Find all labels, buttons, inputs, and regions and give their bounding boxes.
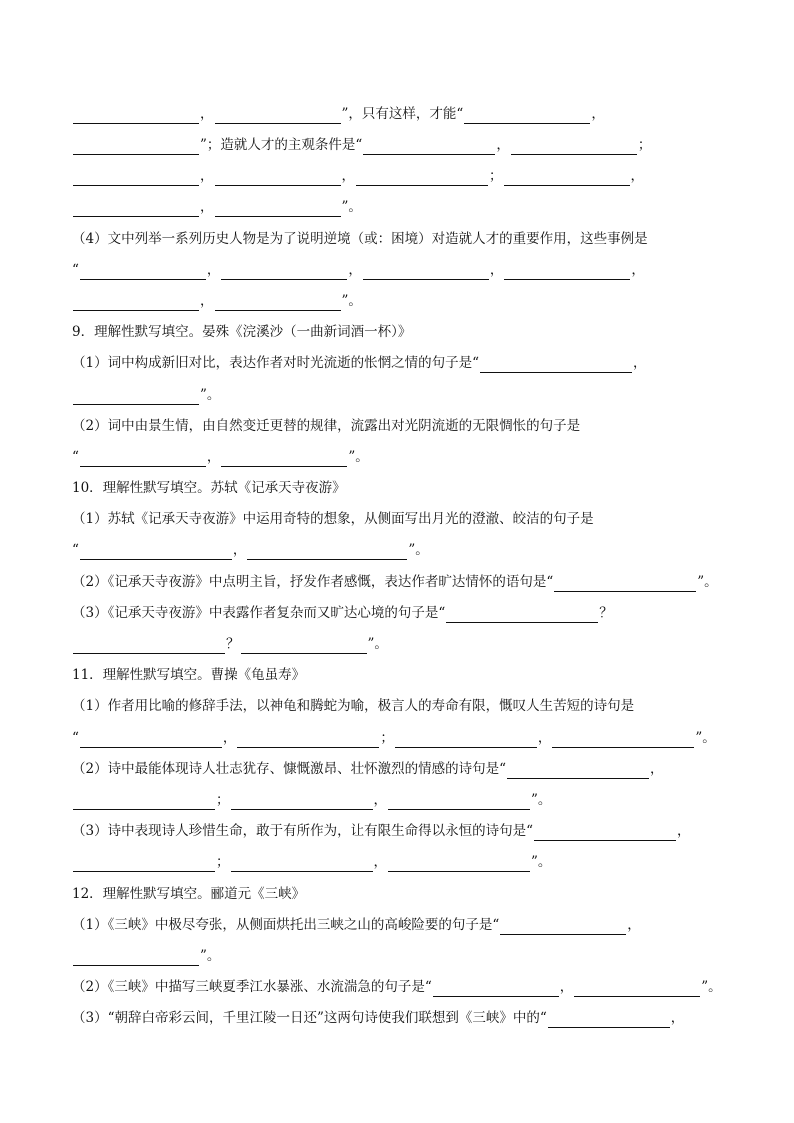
answer-blank[interactable] — [73, 139, 199, 155]
answer-blank[interactable] — [73, 856, 215, 872]
answer-blank[interactable] — [73, 794, 215, 810]
answer-blank[interactable] — [215, 295, 341, 311]
answer-blank[interactable] — [247, 544, 407, 560]
answer-blank[interactable] — [73, 638, 225, 654]
answer-blank[interactable] — [388, 856, 530, 872]
answer-blank[interactable] — [215, 201, 341, 217]
q12-part1: （1）《三峡》中极尽夸张，从侧面烘托出三峡之山的高峻险要的句子是“ ， — [72, 917, 641, 933]
q11-part2: （2）诗中最能体现诗人壮志犹存、慷慨激昂、壮怀激烈的情感的诗句是“ ， — [72, 761, 664, 777]
q12-title: 12．理解性默写填空。郦道元《三峡》 — [72, 886, 306, 902]
answer-blank[interactable] — [574, 981, 700, 997]
answer-blank[interactable] — [73, 389, 199, 405]
q12-part1-line-2: ”。 — [72, 946, 734, 966]
q8-part4-line-2: ， ”。 — [72, 291, 734, 311]
answer-blank[interactable] — [80, 451, 206, 467]
q11-part3: （3）诗中表现诗人珍惜生命，敢于有所作为，让有限生命得以永恒的诗句是“ ， — [72, 823, 691, 839]
answer-blank[interactable] — [446, 607, 598, 623]
answer-blank[interactable] — [73, 201, 199, 217]
answer-blank[interactable] — [433, 981, 559, 997]
answer-blank[interactable] — [241, 638, 367, 654]
answer-blank[interactable] — [73, 108, 199, 124]
answer-blank[interactable] — [215, 170, 341, 186]
q10-part1-line-2: “ ， ”。 — [72, 542, 429, 558]
q11-part3-line-2: ； ， ”。 — [72, 852, 734, 872]
answer-blank[interactable] — [221, 264, 347, 280]
answer-blank[interactable] — [73, 295, 199, 311]
answer-blank[interactable] — [552, 732, 694, 748]
q8-part4-line-1: “ ， ， ， ， — [72, 262, 645, 278]
answer-blank[interactable] — [507, 763, 649, 779]
answer-blank[interactable] — [231, 856, 373, 872]
answer-blank[interactable] — [237, 732, 379, 748]
q10-part3: （3）《记承天寺夜游》中表露作者复杂而又旷达心境的句子是“ ？ — [72, 605, 613, 621]
q9-part1: （1）词中构成新旧对比，表达作者对时光流逝的怅惘之情的句子是“ ， — [72, 355, 647, 371]
answer-blank[interactable] — [221, 451, 347, 467]
answer-blank[interactable] — [73, 170, 199, 186]
q8-line-1: ， ”，只有这样，才能“ ， — [72, 104, 734, 124]
q11-part1: （1）作者用比喻的修辞手法，以神龟和腾蛇为喻，极言人的寿命有限，慨叹人生苦短的诗句是 — [72, 698, 635, 714]
answer-blank[interactable] — [504, 170, 630, 186]
answer-blank[interactable] — [534, 825, 676, 841]
answer-blank[interactable] — [231, 794, 373, 810]
answer-blank[interactable] — [388, 794, 530, 810]
answer-blank[interactable] — [480, 357, 632, 373]
answer-blank[interactable] — [356, 170, 488, 186]
q8-part4-intro: （4）文中列举一系列历史人物是为了说明逆境（或：困境）对造就人才的重要作用，这些事例是 — [72, 231, 648, 247]
q9-part2: （2）词中由景生情，由自然变迁更替的规律，流露出对光阴流逝的无限惆怅的句子是 — [72, 418, 581, 434]
answer-blank[interactable] — [80, 264, 206, 280]
q12-part3: （3）“朝辞白帝彩云间，千里江陵一日还”这两句诗使我们联想到《三峡》中的“ ， — [72, 1010, 685, 1026]
answer-blank[interactable] — [554, 576, 696, 592]
q10-part3-line-2: ？ ”。 — [72, 634, 734, 654]
q10-part2: （2）《记承天寺夜游》中点明主旨，抒发作者感慨，表达作者旷达情怀的语句是“ ”。 — [72, 574, 718, 590]
q11-part2-line-2: ； ， ”。 — [72, 790, 734, 810]
answer-blank[interactable] — [500, 919, 626, 935]
q11-part1-line-2: “ ， ； ， ”。 — [72, 730, 716, 746]
q8-line-2: ”；造就人才的主观条件是“ ， ； — [72, 135, 734, 155]
answer-blank[interactable] — [73, 950, 199, 966]
answer-blank[interactable] — [363, 264, 489, 280]
q12-part2: （2）《三峡》中描写三峡夏季江水暴涨、水流湍急的句子是“ ， ”。 — [72, 979, 722, 995]
answer-blank[interactable] — [395, 732, 537, 748]
q10-part1: （1）苏轼《记承天寺夜游》中运用奇特的想象，从侧面写出月光的澄澈、皎洁的句子是 — [72, 511, 594, 527]
q8-line-4: ， ”。 — [72, 197, 734, 217]
answer-blank[interactable] — [363, 139, 495, 155]
answer-blank[interactable] — [215, 108, 341, 124]
answer-blank[interactable] — [80, 732, 222, 748]
q11-title: 11．理解性默写填空。曹操《龟虽寿》 — [72, 667, 306, 683]
answer-blank[interactable] — [464, 108, 590, 124]
answer-blank[interactable] — [511, 139, 637, 155]
answer-blank[interactable] — [80, 544, 232, 560]
answer-blank[interactable] — [548, 1012, 670, 1028]
q10-title: 10．理解性默写填空。苏轼《记承天寺夜游》 — [72, 480, 346, 496]
q9-part1-line-2: ”。 — [72, 385, 734, 405]
q9-part2-line-2: “ ， ”。 — [72, 449, 369, 465]
q8-line-3: ， ， ； ， — [72, 166, 734, 186]
answer-blank[interactable] — [504, 264, 630, 280]
q9-title: 9．理解性默写填空。晏殊《浣溪沙（一曲新词酒一杯）》 — [72, 324, 412, 340]
